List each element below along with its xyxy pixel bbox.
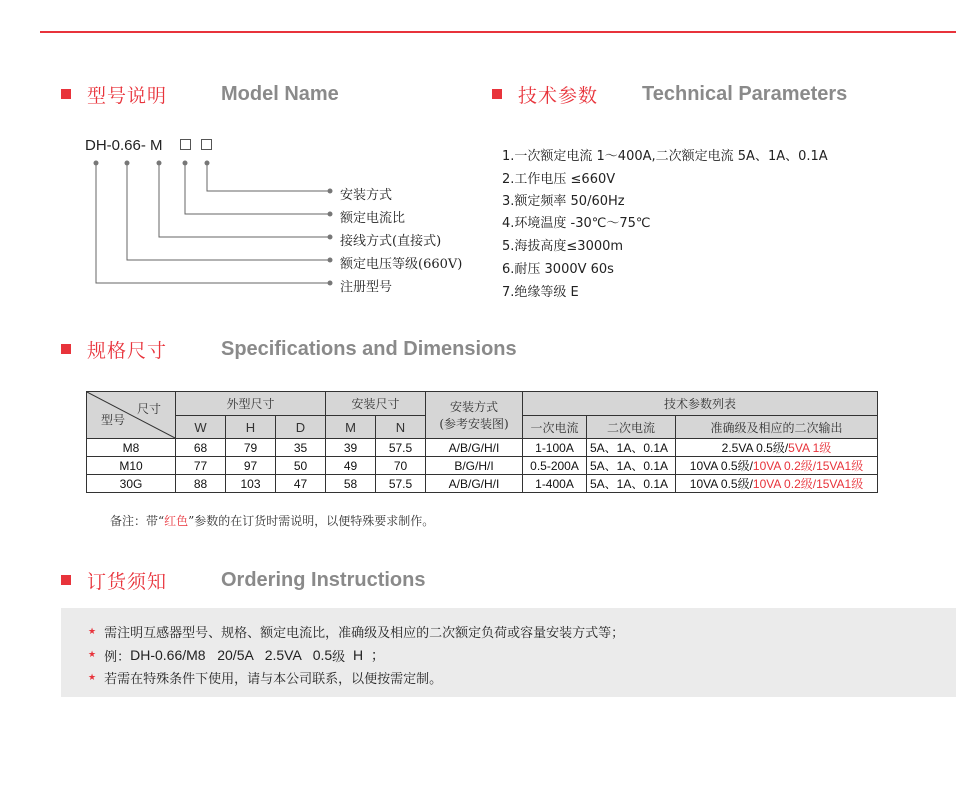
cell-m: 49 (326, 457, 376, 475)
param-item: 3.额定频率 50/60Hz (502, 194, 625, 209)
cell-w: 88 (176, 475, 226, 493)
section-order-title-en: Ordering Instructions (221, 568, 426, 591)
cell-method: B/G/H/I (426, 457, 523, 475)
accuracy-red: 10VA 0.2级/15VA1级 (752, 459, 864, 473)
accuracy-red: 5VA 1级 (788, 441, 832, 455)
header-primary-current: 一次电流 (523, 416, 587, 439)
cell-primary: 1-400A (523, 475, 587, 493)
section-tech-title-en: Technical Parameters (642, 82, 848, 105)
section-order-header (61, 567, 426, 593)
cell-method: A/B/G/H/I (426, 439, 523, 457)
header-install-method (426, 392, 523, 439)
section-spec-header (61, 336, 517, 362)
accuracy-red: 10VA 0.2级/15VA1级 (752, 477, 864, 491)
star-bullet-icon: ★ (88, 650, 97, 660)
header-w: W (176, 416, 226, 439)
header-d: D (276, 416, 326, 439)
cell-accuracy (676, 457, 878, 475)
corner-size-label: 尺寸 (136, 402, 161, 416)
cell-n: 57.5 (376, 439, 426, 457)
cell-secondary: 5A、1A、0.1A (587, 457, 676, 475)
order-item (88, 622, 624, 641)
accuracy-black: 10VA 0.5级/ (689, 477, 753, 491)
order-example-mid: 级 (332, 649, 346, 665)
remark-post: ”参数的在订货时需说明，以便特殊要求制作。 (188, 514, 435, 528)
install-ref-label: (参考安装图) (439, 417, 509, 431)
cell-m: 58 (326, 475, 376, 493)
cell-model: M8 (87, 439, 176, 457)
header-n: N (376, 416, 426, 439)
table-row (87, 457, 878, 475)
legend-install-method: 安装方式 (340, 188, 393, 203)
star-bullet-icon: ★ (88, 672, 97, 683)
param-item: 7.绝缘等级 E (502, 285, 579, 300)
order-example-tail: H ； (345, 647, 385, 663)
cell-h: 103 (226, 475, 276, 493)
legend-current-ratio: 额定电流比 (340, 211, 406, 226)
cell-h: 97 (226, 457, 276, 475)
legend-voltage-level: 额定电压等级(660V) (340, 257, 463, 272)
table-row (87, 475, 878, 493)
header-m: M (326, 416, 376, 439)
cell-d: 47 (276, 475, 326, 493)
order-item (88, 645, 385, 665)
cell-accuracy (676, 439, 878, 457)
cell-n: 57.5 (376, 475, 426, 493)
cell-h: 79 (226, 439, 276, 457)
order-item-text: 若需在特殊条件下使用，请与本公司联系，以便按需定制。 (104, 672, 443, 687)
cell-primary: 0.5-200A (523, 457, 587, 475)
header-install-dim: 安装尺寸 (326, 392, 426, 416)
accuracy-black: 10VA 0.5级/ (689, 459, 753, 473)
table-row (87, 439, 878, 457)
cell-d: 50 (276, 457, 326, 475)
cell-n: 70 (376, 457, 426, 475)
corner-model-label: 型号 (101, 413, 126, 427)
legend-registered-model: 注册型号 (340, 280, 393, 295)
section-model-title-en: Model Name (221, 82, 339, 105)
cell-primary: 1-100A (523, 439, 587, 457)
cell-method: A/B/G/H/I (426, 475, 523, 493)
param-item: 5.海拔高度≤3000m (502, 239, 624, 254)
star-bullet-icon: ★ (88, 626, 97, 637)
order-item (88, 668, 442, 687)
header-accuracy: 准确级及相应的二次输出 (676, 416, 878, 439)
cell-w: 68 (176, 439, 226, 457)
cell-secondary: 5A、1A、0.1A (587, 439, 676, 457)
cell-w: 77 (176, 457, 226, 475)
param-item: 6.耐压 3000V 60s (502, 262, 614, 277)
remark-red: 红色 (164, 514, 189, 528)
cell-d: 35 (276, 439, 326, 457)
remark-pre: 备注：带“ (110, 514, 165, 528)
header-tech-list: 技术参数列表 (523, 392, 878, 416)
section-tech-title-cn: 技术参数 (518, 84, 599, 107)
cell-secondary: 5A、1A、0.1A (587, 475, 676, 493)
spec-table (86, 391, 878, 493)
order-item-text: 需注明互感器型号、规格、额定电流比，准确级及相应的二次额定负荷或容量安装方式等； (104, 626, 625, 641)
section-order-title-cn: 订货须知 (87, 570, 168, 593)
section-spec-title-cn: 规格尺寸 (87, 339, 168, 362)
accuracy-black: 2.5VA 0.5级/ (721, 441, 789, 455)
square-bullet-icon (61, 344, 71, 354)
param-item: 4.环境温度 -30℃～75℃ (502, 216, 651, 231)
table-remark (110, 512, 434, 529)
param-item: 2.工作电压 ≤660V (502, 172, 616, 187)
cell-m: 39 (326, 439, 376, 457)
model-code: DH-0.66- M (85, 137, 163, 154)
param-item: 1.一次额定电流 1～400A,二次额定电流 5A、1A、0.1A (502, 149, 828, 164)
table-corner-cell (87, 392, 176, 439)
install-method-label: 安装方式 (449, 400, 498, 414)
section-spec-title-en: Specifications and Dimensions (221, 337, 517, 360)
order-example-latin: DH-0.66/M8 20/5A 2.5VA 0.5 (130, 647, 333, 663)
legend-wiring: 接线方式(直接式) (340, 234, 442, 249)
section-model-title-cn: 型号说明 (87, 84, 168, 107)
square-bullet-icon (61, 575, 71, 585)
header-h: H (226, 416, 276, 439)
cell-accuracy (676, 475, 878, 493)
header-outer-dim: 外型尺寸 (176, 392, 326, 416)
header-secondary-current: 二次电流 (587, 416, 676, 439)
cell-model: M10 (87, 457, 176, 475)
cell-model: 30G (87, 475, 176, 493)
order-example-prefix: 例： (104, 649, 131, 665)
